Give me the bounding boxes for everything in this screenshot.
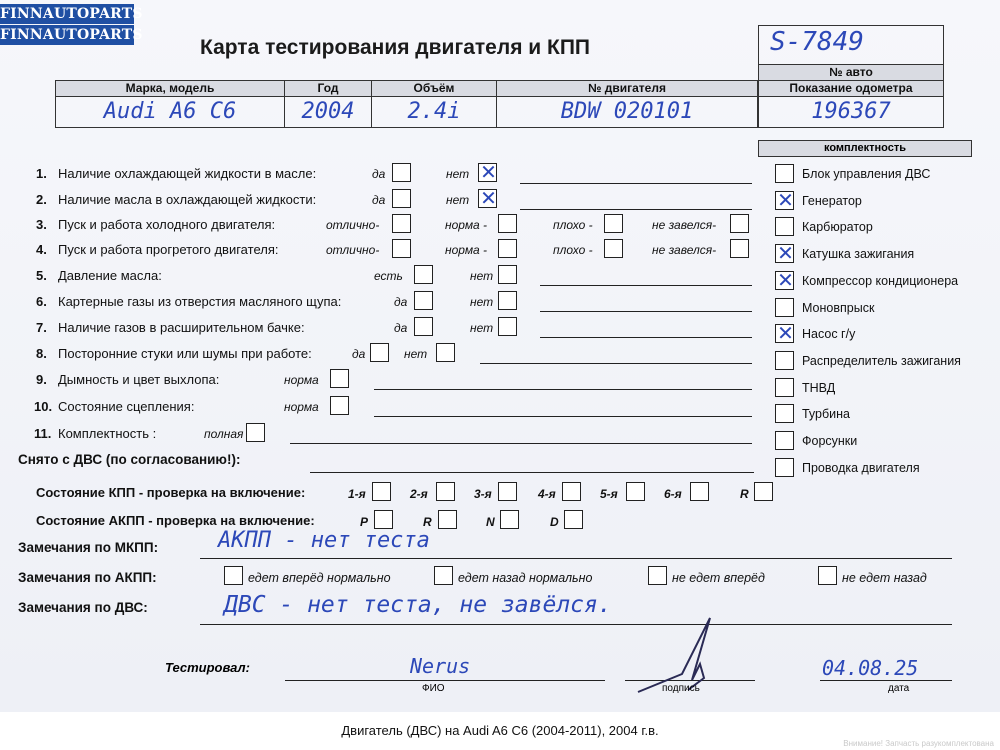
kit-checkbox[interactable]	[775, 458, 794, 477]
option-checkbox[interactable]	[414, 291, 433, 310]
question-text: Наличие масла в охлаждающей жидкости:	[58, 192, 317, 207]
stock-number: S-7849	[770, 27, 864, 57]
gear-checkbox[interactable]	[626, 482, 645, 501]
option-label: норма -	[445, 243, 488, 257]
header-engine-number: № двигателя	[496, 80, 758, 97]
date-label: дата	[888, 683, 910, 694]
kit-item-label: Карбюратор	[802, 220, 873, 235]
question-number: 1.	[36, 166, 47, 181]
option-checkbox[interactable]	[330, 369, 349, 388]
option-label: да	[352, 347, 366, 361]
question-number: 10.	[34, 399, 53, 414]
option-label: не завелся-	[652, 243, 717, 257]
option-label: да	[372, 167, 386, 181]
kit-checkbox[interactable]	[775, 187, 794, 212]
engine-remarks-label: Замечания по ДВС:	[18, 600, 148, 615]
kit-checkbox[interactable]	[775, 298, 794, 317]
gear-checkbox[interactable]	[498, 482, 517, 501]
option-label: не завелся-	[652, 218, 717, 232]
kit-item-label: Форсунки	[802, 434, 858, 448]
header-make: Марка, модель	[55, 80, 285, 97]
gear-label: R	[423, 515, 432, 529]
answer-line	[520, 183, 752, 184]
mkpp-remarks-label: Замечания по МКПП:	[18, 540, 159, 555]
finnautoparts-logo-2: FINNAUTOPARTS	[0, 27, 143, 43]
kit-item-label: Турбина	[802, 407, 850, 422]
kit-item-label: Моновпрыск	[802, 300, 875, 315]
value-make: Audi A6 C6	[55, 96, 285, 128]
akpp-option-label: едет вперёд нормально	[248, 571, 391, 585]
akpp-option-checkbox[interactable]	[434, 566, 453, 585]
mkpp-remarks-line	[200, 558, 952, 559]
gear-label: P	[360, 515, 369, 529]
manual-gearbox-label: Состояние КПП - проверка на включение:	[36, 485, 306, 500]
kit-header: комплектность	[758, 140, 972, 157]
option-checkbox[interactable]	[392, 163, 411, 182]
option-checkbox[interactable]	[246, 423, 265, 442]
photo-caption: Двигатель (ДВС) на Audi A6 C6 (2004-2011), 2004 г.в.	[0, 712, 1000, 750]
gear-checkbox[interactable]	[500, 510, 519, 529]
option-checkbox[interactable]	[330, 396, 349, 415]
option-checkbox[interactable]	[436, 343, 455, 362]
checkmark-icon: ✕	[777, 241, 794, 266]
kit-checkbox[interactable]	[775, 321, 794, 346]
option-label: да	[372, 193, 386, 207]
akpp-option-checkbox[interactable]	[648, 566, 667, 585]
question-text: Посторонние стуки или шумы при работе:	[58, 346, 312, 361]
tested-label: Тестировал:	[165, 660, 250, 675]
question-text: Состояние сцепления:	[58, 399, 195, 414]
option-label: плохо -	[553, 243, 593, 257]
answer-line	[540, 285, 752, 286]
header-year: Год	[284, 80, 372, 97]
option-checkbox[interactable]	[478, 186, 497, 210]
question-text: Пуск и работа прогретого двигателя:	[58, 242, 279, 257]
watermark: Внимание! Запчасть разукомплектована	[843, 739, 994, 748]
kit-item-label: Проводка двигателя	[802, 460, 920, 475]
question-number: 4.	[36, 242, 47, 257]
tester-line	[285, 680, 605, 681]
answer-line	[540, 311, 752, 312]
kit-checkbox[interactable]	[775, 241, 794, 266]
option-checkbox[interactable]	[604, 214, 623, 233]
gear-label: 3-я	[474, 487, 492, 501]
akpp-remarks-label: Замечания по АКПП:	[18, 570, 157, 585]
option-checkbox[interactable]	[498, 317, 517, 336]
option-label: полная	[204, 427, 244, 441]
mkpp-remarks-value: АКПП - нет теста	[218, 528, 430, 553]
option-label: нет	[470, 321, 494, 335]
value-engine-number: BDW 020101	[496, 96, 758, 128]
option-checkbox[interactable]	[392, 189, 411, 208]
option-label: нет	[470, 269, 494, 283]
akpp-option-label: не едет вперёд	[672, 571, 765, 585]
kit-checkbox[interactable]	[775, 217, 794, 236]
auto-gearbox-label: Состояние АКПП - проверка на включение:	[36, 513, 315, 528]
option-checkbox[interactable]	[414, 317, 433, 336]
question-text: Наличие газов в расширительном бачке:	[58, 320, 305, 335]
date-value: 04.08.25	[822, 656, 919, 680]
question-number: 8.	[36, 346, 47, 361]
kit-checkbox[interactable]	[775, 404, 794, 423]
question-text: Дымность и цвет выхлопа:	[58, 372, 220, 387]
signature-label: подпись	[662, 683, 700, 694]
question-text: Пуск и работа холодного двигателя:	[58, 217, 276, 232]
akpp-option-label: не едет назад	[842, 571, 927, 585]
engine-remarks-line	[200, 624, 952, 625]
option-label: нет	[470, 295, 494, 309]
question-text: Наличие охлаждающей жидкости в масле:	[58, 166, 317, 181]
option-label: норма	[284, 373, 319, 387]
gear-checkbox[interactable]	[562, 482, 581, 501]
kit-checkbox[interactable]	[775, 267, 794, 292]
akpp-option-checkbox[interactable]	[224, 566, 243, 585]
answer-line	[540, 337, 752, 338]
question-text: Комплектность :	[58, 426, 157, 441]
option-checkbox[interactable]	[370, 343, 389, 362]
answer-line	[374, 416, 752, 417]
option-checkbox[interactable]	[392, 239, 411, 258]
question-number: 11.	[34, 426, 52, 441]
option-checkbox[interactable]	[498, 291, 517, 310]
header-odometer: Показание одометра	[758, 80, 944, 97]
option-checkbox[interactable]	[604, 239, 623, 258]
question-number: 5.	[36, 268, 47, 283]
gear-checkbox[interactable]	[754, 482, 773, 501]
removed-line	[310, 472, 754, 473]
kit-checkbox[interactable]	[775, 351, 794, 370]
question-number: 9.	[36, 372, 47, 387]
question-text: Давление масла:	[58, 268, 162, 283]
option-checkbox[interactable]	[392, 214, 411, 233]
kit-item-label: Блок управления ДВС	[802, 167, 931, 181]
akpp-option-checkbox[interactable]	[818, 566, 837, 585]
checkmark-icon: ✕	[480, 186, 497, 210]
fio-label: ФИО	[422, 683, 445, 694]
header-car-number: № авто	[758, 64, 944, 81]
option-checkbox[interactable]	[730, 239, 749, 258]
kit-item-label: Катушка зажигания	[802, 247, 915, 262]
option-label: да	[394, 295, 408, 309]
form-title: Карта тестирования двигателя и КПП	[200, 36, 591, 59]
gear-label: 2-я	[410, 487, 428, 501]
header-volume: Объём	[371, 80, 497, 97]
checkmark-icon: ✕	[777, 321, 794, 346]
option-label: есть	[374, 269, 403, 283]
option-label: нет	[446, 193, 470, 207]
option-checkbox[interactable]	[498, 265, 517, 284]
kit-item-label: Компрессор кондиционера	[802, 273, 959, 288]
checkmark-icon: ✕	[480, 160, 497, 184]
finnautoparts-logo: FINNAUTOPARTS	[0, 6, 143, 22]
kit-checkbox[interactable]	[775, 431, 794, 450]
gear-label: R	[740, 487, 749, 501]
option-label: норма	[284, 400, 319, 414]
gear-checkbox[interactable]	[438, 510, 457, 529]
option-checkbox[interactable]	[498, 214, 517, 233]
option-label: норма -	[445, 218, 488, 232]
option-checkbox[interactable]	[730, 214, 749, 233]
option-label: отлично-	[326, 218, 380, 232]
question-number: 7.	[36, 320, 47, 335]
option-label: нет	[446, 167, 470, 181]
tester-name: Nerus	[410, 654, 471, 678]
option-label: нет	[404, 347, 428, 361]
option-checkbox[interactable]	[414, 265, 433, 284]
gear-label: D	[550, 515, 559, 529]
kit-checkbox[interactable]	[775, 378, 794, 397]
option-label: да	[394, 321, 408, 335]
akpp-option-label: едет назад нормально	[458, 571, 593, 585]
gear-label: 6-я	[664, 487, 682, 501]
gear-label: 1-я	[348, 487, 366, 501]
question-number: 3.	[36, 217, 47, 232]
removed-label: Снято с ДВС (по согласованию!):	[18, 452, 241, 467]
checkmark-icon: ✕	[777, 267, 794, 292]
gear-checkbox[interactable]	[374, 510, 393, 529]
answer-line	[374, 389, 752, 390]
gear-checkbox[interactable]	[436, 482, 455, 501]
engine-remarks-value: ДВС - нет теста, не завёлся.	[224, 592, 612, 618]
kit-item-label: Насос г/у	[802, 327, 856, 342]
gear-label: 4-я	[538, 487, 556, 501]
kit-item-label: ТНВД	[802, 380, 836, 395]
option-label: отлично-	[326, 243, 380, 257]
option-checkbox[interactable]	[498, 239, 517, 258]
value-year: 2004	[284, 96, 372, 128]
value-odometer: 196367	[758, 96, 944, 128]
gear-checkbox[interactable]	[564, 510, 583, 529]
gear-label: N	[486, 515, 495, 529]
option-label: плохо -	[553, 218, 593, 232]
option-checkbox[interactable]	[478, 160, 497, 184]
kit-item-label: Распределитель зажигания	[802, 353, 961, 368]
checkmark-icon: ✕	[777, 187, 794, 212]
gear-checkbox[interactable]	[690, 482, 709, 501]
kit-item-label: Генератор	[802, 193, 862, 208]
gear-label: 5-я	[600, 487, 618, 501]
answer-line	[480, 363, 752, 364]
answer-line	[290, 443, 752, 444]
value-volume: 2.4i	[371, 96, 497, 128]
question-text: Картерные газы из отверстия масляного щупа:	[58, 294, 342, 309]
answer-line	[520, 209, 752, 210]
gear-checkbox[interactable]	[372, 482, 391, 501]
question-number: 6.	[36, 294, 47, 309]
date-line	[820, 680, 952, 681]
kit-checkbox[interactable]	[775, 164, 794, 183]
question-number: 2.	[36, 192, 47, 207]
